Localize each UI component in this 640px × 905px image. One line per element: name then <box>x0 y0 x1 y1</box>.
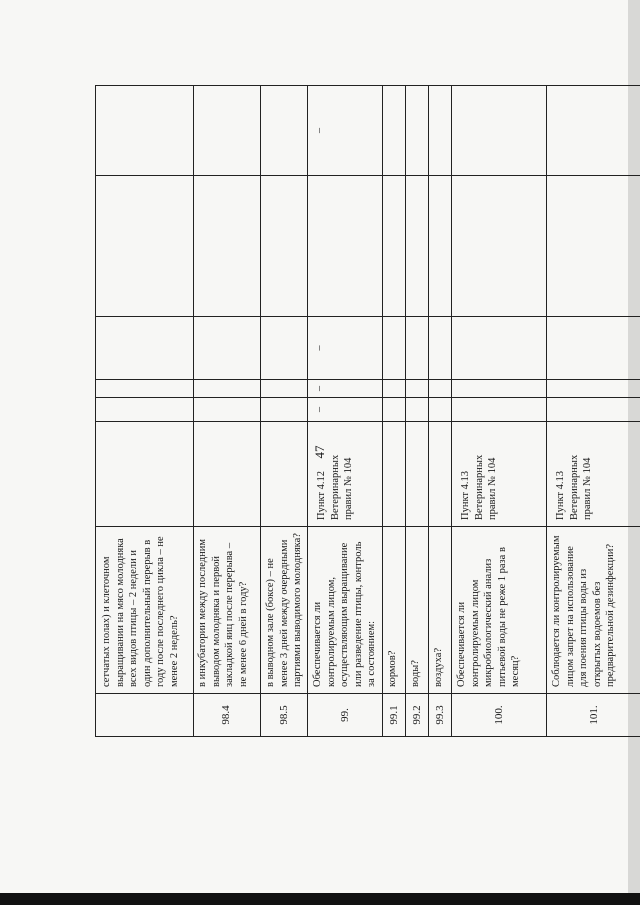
row-number: 99. <box>307 694 382 737</box>
answer-cell <box>451 398 546 422</box>
question-cell: в выводном зале (боксе) – не менее 3 дней между очередными партиями выводимого молодняка? <box>260 527 307 694</box>
answer-cell <box>451 317 546 380</box>
answer-cell <box>307 398 382 422</box>
answer-cell <box>96 398 193 422</box>
answer-cell <box>192 398 260 422</box>
question-cell: Соблюдается ли контролируемым лицом запрет на использование для поения птицы воды из открытых водоемов без предварительной дезинфекции? <box>546 527 640 694</box>
reference-cell: Пункт 4.13 Ветеринарных правил № 104 <box>546 422 640 527</box>
answer-cell <box>382 85 405 176</box>
answer-cell <box>382 380 405 398</box>
answer-cell <box>546 317 640 380</box>
answer-cell <box>546 85 640 176</box>
question-cell: Обеспечивается ли контролируемым лицом, осуществляющим выращивание или разведение птицы, контроль за состоянием: <box>307 527 382 694</box>
reference-cell: Пункт 4.13 Ветеринарных правил № 104 <box>451 422 546 527</box>
answer-mark: – <box>314 128 325 133</box>
table-row <box>451 85 547 737</box>
reference-cell <box>96 422 193 527</box>
question-cell: Обеспечивается ли контролируемым лицом микробиологический анализ питьевой воды не реже 1 раза в месяц? <box>451 527 546 694</box>
row-number: 99.1 <box>382 694 405 737</box>
answer-cell <box>428 85 451 176</box>
answer-cell <box>382 398 405 422</box>
answer-cell <box>451 176 546 317</box>
answer-cell <box>428 398 451 422</box>
answer-cell <box>96 380 193 398</box>
answer-cell <box>96 176 193 317</box>
table-row <box>405 85 429 737</box>
answer-cell <box>405 398 428 422</box>
answer-cell <box>405 317 428 380</box>
reference-cell <box>260 422 307 527</box>
answer-cell <box>307 380 382 398</box>
answer-cell <box>428 317 451 380</box>
table-row <box>95 85 194 737</box>
answer-cell <box>260 398 307 422</box>
row-number: 98.4 <box>192 694 260 737</box>
answer-cell <box>260 317 307 380</box>
answer-cell <box>192 85 260 176</box>
checklist-table-rotated <box>95 85 640 737</box>
answer-cell <box>260 380 307 398</box>
answer-cell <box>96 85 193 176</box>
answer-cell <box>451 85 546 176</box>
answer-cell <box>546 176 640 317</box>
table-row <box>192 85 261 737</box>
answer-mark: – <box>314 407 325 412</box>
row-number: 100. <box>451 694 546 737</box>
reference-cell: Пункт 4.12 Ветеринарных правил № 104 <box>307 422 382 527</box>
answer-cell <box>307 85 382 176</box>
table-row <box>260 85 308 737</box>
answer-cell <box>405 176 428 317</box>
answer-cell <box>451 380 546 398</box>
answer-cell <box>546 398 640 422</box>
answer-cell <box>382 176 405 317</box>
reference-cell <box>428 422 451 527</box>
question-cell: кормов? <box>382 527 405 694</box>
answer-cell <box>428 380 451 398</box>
row-number <box>96 694 193 737</box>
answer-cell <box>382 317 405 380</box>
answer-cell <box>307 176 382 317</box>
table-row <box>546 85 640 737</box>
answer-cell <box>260 176 307 317</box>
page-number: 47 <box>312 445 327 459</box>
answer-cell <box>96 317 193 380</box>
row-number: 99.2 <box>405 694 428 737</box>
reference-cell <box>382 422 405 527</box>
answer-cell <box>192 176 260 317</box>
answer-cell <box>260 85 307 176</box>
row-number: 101. <box>546 694 640 737</box>
row-number: 98.5 <box>260 694 307 737</box>
scan-edge-bottom <box>0 893 640 905</box>
question-cell: сетчатых полах) и клеточном выращивании на мясо молодняка всех видов птицы – 2 недели и один дополнительный перерыв в году после последнего цикла – не менее 2 недель? <box>96 527 193 694</box>
answer-cell <box>405 85 428 176</box>
answer-cell <box>405 380 428 398</box>
answer-mark: – <box>314 345 325 351</box>
question-cell: воздуха? <box>428 527 451 694</box>
answer-cell <box>428 176 451 317</box>
reference-cell <box>405 422 428 527</box>
answer-cell <box>307 317 382 380</box>
question-cell: воды? <box>405 527 428 694</box>
checklist-table <box>95 85 640 737</box>
table-row <box>428 85 452 737</box>
row-number: 99.3 <box>428 694 451 737</box>
answer-cell <box>546 380 640 398</box>
question-cell: в инкубатории между последним выводом молодняка и первой закладкой яиц после перерыва – не менее 6 дней в году? <box>192 527 260 694</box>
reference-cell <box>192 422 260 527</box>
answer-cell <box>192 317 260 380</box>
table-row <box>382 85 406 737</box>
answer-cell <box>192 380 260 398</box>
table-row <box>307 85 383 737</box>
answer-mark: – <box>314 386 325 391</box>
